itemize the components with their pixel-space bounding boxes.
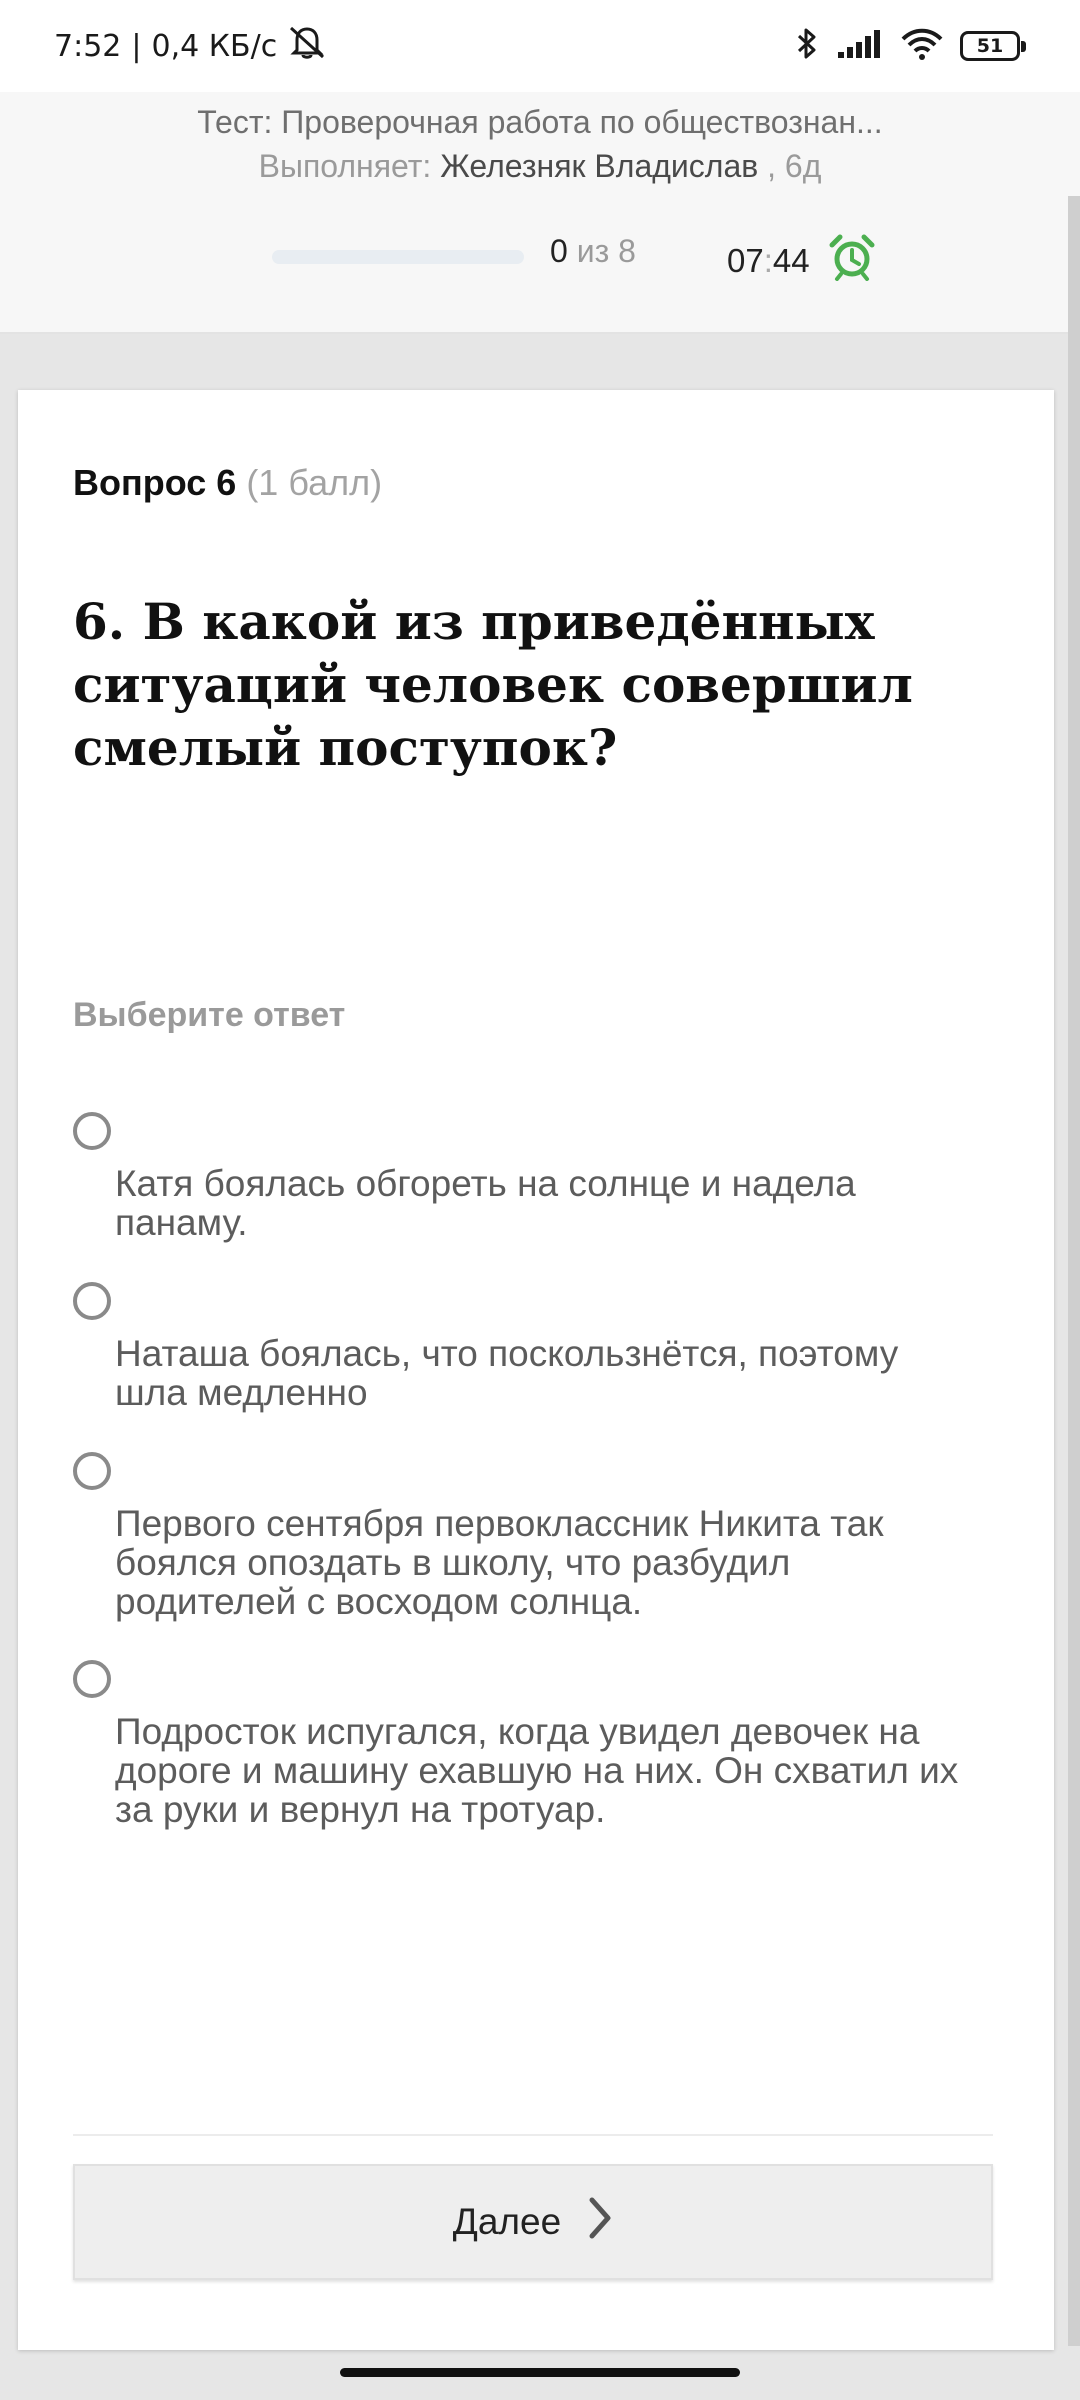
next-button[interactable] (73, 2164, 993, 2280)
wifi-icon (900, 27, 944, 65)
timer (727, 233, 876, 289)
performer-label: Выполняет: (258, 148, 432, 184)
timer-colon: : (763, 242, 773, 279)
status-left (54, 24, 327, 68)
performer-line (0, 148, 1080, 185)
status-time: 7:52 (54, 28, 122, 64)
question-number-label: Вопрос 6 (73, 462, 237, 503)
question-card (18, 390, 1054, 2350)
bluetooth-icon (794, 26, 820, 66)
performer-class: , 6д (767, 148, 822, 184)
status-separator: | (131, 28, 142, 64)
battery-indicator: 51 (960, 31, 1020, 61)
choose-answer-label: Выберите ответ (73, 996, 346, 1034)
signal-icon (836, 28, 884, 64)
answer-option-text: Подросток испугался, когда увидел девочек на дороге и машину ехавшую на них. Он схватил их за руки и вернул на тротуар. (115, 1711, 959, 1830)
progress-current: 0 (550, 233, 568, 269)
timer-value (727, 242, 810, 280)
divider (73, 2134, 993, 2136)
status-right (794, 26, 1020, 66)
test-title: Тест: Проверочная работа по обществознан... (197, 104, 883, 140)
alarm-clock-icon (828, 233, 876, 289)
status-bar (0, 0, 1080, 92)
timer-seconds: 44 (772, 242, 810, 279)
radio-button[interactable] (73, 1452, 111, 1490)
question-text: 6. В какой из приведённых ситуаций человек совершил смелый поступок? (73, 592, 913, 777)
answer-option-text: Катя боялась обгореть на солнце и надела панаму. (115, 1163, 856, 1243)
home-indicator[interactable] (340, 2368, 740, 2377)
answer-option-text: Первого сентября первоклассник Никита так боялся опоздать в школу, что разбудил родителей с восходом солнца. (115, 1503, 884, 1622)
test-header (0, 92, 1080, 334)
radio-button[interactable] (73, 1112, 111, 1150)
scrollbar[interactable] (1068, 196, 1080, 2346)
next-button-label: Далее (452, 2201, 562, 2242)
radio-button[interactable] (73, 1282, 111, 1320)
timer-minutes: 07 (727, 242, 764, 279)
progress-counter (550, 233, 636, 270)
progress-bar (272, 250, 524, 264)
performer-name: Железняк Владислав (440, 148, 759, 184)
status-net-speed: 0,4 КБ/с (151, 28, 278, 64)
progress-total: из 8 (576, 233, 636, 269)
question-number (73, 462, 382, 504)
answer-option-text: Наташа боялась, что поскользнётся, поэтому шла медленно (115, 1333, 899, 1413)
chevron-right-icon (587, 2196, 613, 2249)
radio-button[interactable] (73, 1660, 111, 1698)
muted-bell-icon (287, 24, 327, 68)
question-points: (1 балл) (246, 462, 383, 503)
